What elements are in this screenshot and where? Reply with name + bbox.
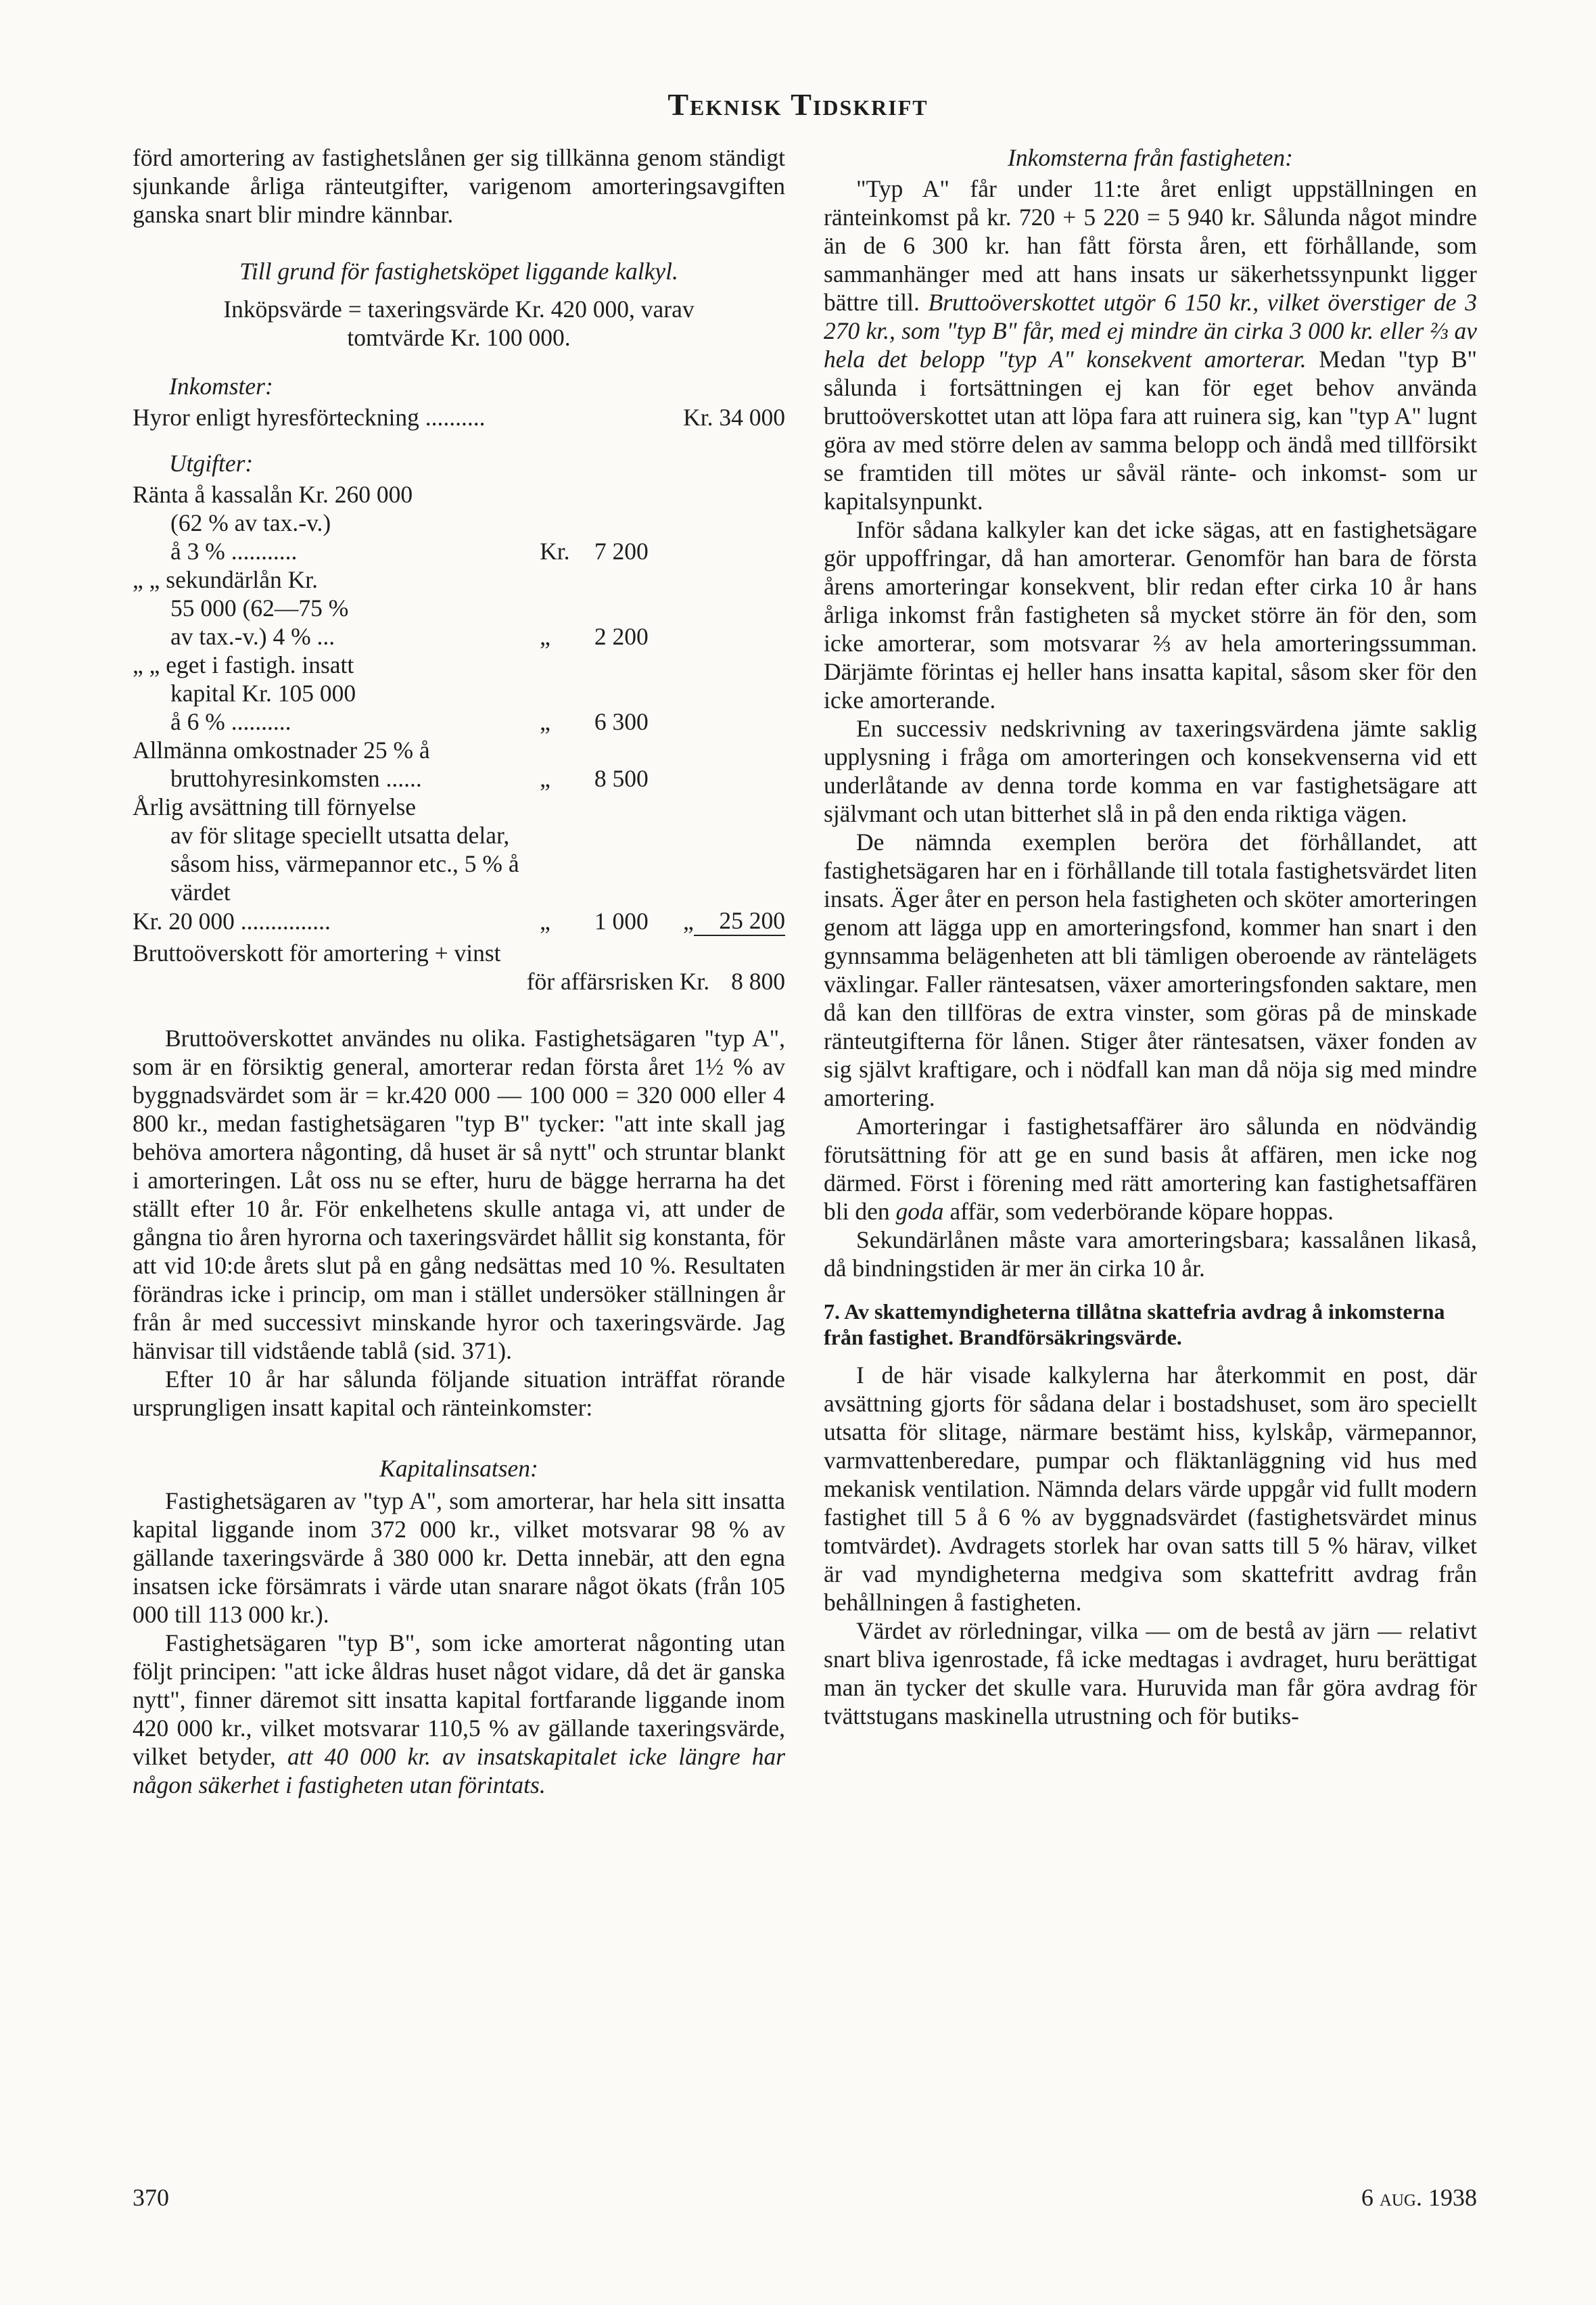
expense-row — [133, 509, 785, 537]
expense-cell-text: „ „ eget i fastigh. insatt — [133, 651, 354, 678]
expense-cell-text: 55 000 (62—75 % — [170, 595, 349, 622]
expense-cell-q2 — [649, 509, 694, 537]
expense-cell-v1 — [570, 793, 649, 821]
expense-cell-v1 — [570, 565, 649, 594]
expense-row — [133, 707, 785, 736]
expense-row — [133, 480, 785, 509]
expense-row — [133, 793, 785, 821]
paragraph: förd amortering av fastighetslånen ger sig tillkänna genom ständigt sjunkande årliga ränteutgifter, varigenom amorteringsavgiften ganska snart blir mindre kännbar. — [133, 144, 785, 228]
expense-cell-v2 — [694, 480, 785, 509]
expense-cell-q1: „ — [540, 765, 550, 792]
expense-cell-v1: 8 500 — [594, 765, 649, 792]
paragraph-text: affär, som vederbörande köpare hoppas. — [949, 1198, 1334, 1225]
expense-cell-v1 — [570, 679, 649, 707]
expense-cell-v1: 2 200 — [594, 623, 649, 650]
expense-row — [133, 679, 785, 707]
expense-cell-q1 — [540, 509, 569, 537]
paragraph-text: Amorteringar i fastighetsaffärer äro sålunda en nödvändig förutsättning för att ge en sund basis åt affären, men icke nog därmed. Först i förening med rätt amortering kan fastighetsaffären bli den — [824, 1113, 1477, 1225]
paragraph-emphasis: Bruttoöverskottet utgör 6 150 kr., vilket överstiger de 3 270 kr., som "typ B" får, med ej mindre än cirka 3 000 kr. eller ⅔ av hela det belopp "typ A" konsekvent amorterar. — [824, 289, 1477, 373]
expense-cell-v1 — [570, 821, 649, 906]
expense-cell-q2 — [649, 594, 694, 622]
gross-surplus-line-1 — [133, 939, 785, 967]
expense-cell-v2 — [694, 736, 785, 764]
expenses-table — [133, 480, 785, 936]
expense-row — [133, 651, 785, 679]
paragraph — [133, 1629, 785, 1799]
gross-surplus-text: Bruttoöverskott för amortering + vinst — [133, 939, 501, 967]
paragraph: Efter 10 år har sålunda följande situation inträffat rörande ursprungligen insatt kapital och ränteinkomster: — [133, 1366, 785, 1421]
expense-cell-q1 — [540, 565, 569, 594]
expense-cell-v2 — [694, 793, 785, 821]
paragraph-emphasis: goda — [895, 1198, 944, 1225]
expense-cell-q2 — [649, 651, 694, 679]
expense-cell-text: „ „ sekundärlån Kr. — [133, 566, 319, 593]
expense-cell-q2 — [649, 793, 694, 821]
expense-row — [133, 594, 785, 622]
expense-cell-v1 — [570, 736, 649, 764]
expense-cell-v2 — [694, 707, 785, 736]
journal-title: Teknisk Tidskrift — [667, 87, 929, 122]
expense-cell-q2 — [649, 821, 694, 906]
expense-cell-q1 — [540, 679, 569, 707]
expense-cell-text: Kr. 20 000 ............... — [133, 908, 331, 935]
rent-value: Kr. 34 000 — [683, 404, 785, 431]
paragraph-text: Medan "typ B" sålunda i fortsättningen ej kan för eget behov använda bruttoöverskottet utan att löpa fara att ruinera sig, kan "typ A" lugnt göra av med större delen av samma belopp och ändå med tillförsikt se framtiden till mötes ur såväl ränte- och inkomst- som ur kapitalsynpunkt. — [824, 346, 1477, 515]
expense-cell-v2 — [694, 679, 785, 707]
rent-text: Hyror enligt hyresförteckning .......... — [133, 404, 486, 431]
gross-surplus-text-2: för affärsrisken Kr. — [526, 968, 710, 995]
expense-row — [133, 537, 785, 565]
expense-cell-text: å 3 % ........... — [170, 538, 298, 565]
expense-cell-q2 — [649, 736, 694, 764]
expense-cell-text: Årlig avsättning till förnyelse — [133, 793, 417, 820]
expense-cell-v2 — [694, 565, 785, 594]
plot-value-line: tomtvärde Kr. 100 000. — [347, 324, 571, 351]
expense-cell-v2 — [694, 594, 785, 622]
paragraph-text: "Typ A" får under 11:te året enligt uppställningen en ränteinkomst på kr. 720 + 5 220 = 5 940 kr. Sålunda något mindre än de 6 300 kr. han fått första åren, ett förhållande, som sammanhänger med att hans insats ur säkerhetssynpunkt ligger bättre till. — [824, 175, 1477, 316]
expense-cell-text: Allmänna omkostnader 25 % å — [133, 737, 430, 764]
expenses-label: Utgifter: — [169, 450, 254, 477]
expense-cell-q2 — [649, 707, 694, 736]
paragraph — [824, 174, 1477, 515]
expense-row — [133, 565, 785, 594]
expense-cell-q1: „ — [540, 623, 550, 650]
gross-surplus-line-2 — [133, 967, 785, 996]
paragraph-text: Fastighetsägaren "typ B", som icke amorterat någonting utan följt principen: "att icke åldras huset något vidare, då det är ganska nytt", finner däremot sitt insatta kapital fortfarande liggande inom 420 000 kr., vilket motsvarar 110,5 % av gällande taxeringsvärde, vilket betyder, — [133, 1629, 785, 1770]
expense-row — [133, 821, 785, 906]
expense-cell-q2 — [649, 537, 694, 565]
expense-cell-q2: „ — [683, 908, 694, 935]
expense-cell-q1 — [540, 736, 569, 764]
expense-cell-text: bruttohyresinkomsten ...... — [170, 765, 422, 792]
expense-row — [133, 622, 785, 651]
expense-cell-q1: Kr. — [540, 538, 570, 565]
paragraph: Bruttoöverskottet användes nu olika. Fastighetsägaren "typ A", som är en försiktig general, amorterar redan första året 1½ % av byggnadsvärdet som är = kr.420 000 — 100 000 = 320 000 eller 4 800 kr., medan fastighetsägaren "typ B" tycker: "att inte skall jag behöva amortera någonting, då huset är så nytt" och struntar blankt i amorteringen. Låt oss nu se efter, huru de bägge herrarna ha det ställt efter 10 år. För enkelhetens skulle antaga vi, att under de gångna tio åren hyrorna och taxeringsvärdet hållit sig konstanta, för att vid 10:de årets slut på en gång nedsättas med 10 %. Resultaten förändras icke i princip, om man i stället undersöker ställningen år från år med successivt minskande hyror och taxeringsvärde. Jag hänvisar till vidstående tablå (sid. 371). — [133, 1025, 785, 1364]
expense-cell-q2 — [649, 480, 694, 509]
capital-heading: Kapitalinsatsen: — [379, 1455, 538, 1482]
expense-cell-v1 — [570, 594, 649, 622]
expense-cell-v1: 1 000 — [594, 908, 649, 935]
expense-row — [133, 736, 785, 764]
expense-cell-q1: „ — [540, 708, 550, 735]
paragraph: I de här visade kalkylerna har återkommit en post, där avsättning gjorts för sådana delar i bostadshuset, som äro speciellt utsatta för slitage, närmare bestämt hiss, kylskåp, värmepannor, varmvattenberedare, pumpar och fläktanläggning vid hus med mekanisk ventilation. Nämnda delars värde uppgår vid fullt modern fastighet till 5 å 6 % av byggnadsvärdet (fastighetsvärdet minus tomtvärdet). Avdragets storlek har ovan satts till 5 % härav, vilket är vad myndigheterna medgiva som skattefritt avdrag från behållningen å fastigheten. — [824, 1361, 1477, 1616]
expense-cell-v1 — [570, 651, 649, 679]
expense-cell-q1 — [540, 651, 569, 679]
calc-heading: Till grund för fastighetsköpet liggande kalkyl. — [239, 258, 678, 285]
paragraph: Sekundärlånen måste vara amorteringsbara; kassalånen likaså, då bindningstiden är mer än cirka 10 år. — [824, 1226, 1477, 1282]
expense-cell-q1 — [540, 594, 569, 622]
expense-cell-v2: 25 200 — [694, 906, 785, 935]
expense-cell-q1 — [540, 480, 569, 509]
income-heading: Inkomsterna från fastigheten: — [1008, 144, 1293, 171]
expense-cell-text: å 6 % .......... — [170, 708, 291, 735]
paragraph: Inför sådana kalkyler kan det icke sägas, att en fastighetsägare gör uppoffringar, då han amorterar. Genomför han bara de första årens amorteringar konsekvent, blir redan efter cirka 10 år hans årliga inkomst från fastigheten så mycket större än för den, som icke amorterar, som motsvarar ⅔ av hela amorteringssumman. Därjämte förintas ej heller hans insatta kapital, såsom sker för den icke amorterande. — [824, 516, 1477, 714]
expense-cell-v2 — [694, 651, 785, 679]
expense-cell-v2 — [694, 764, 785, 793]
paragraph-emphasis: att 40 000 kr. av insatskapitalet icke längre har någon säkerhet i fastigheten utan förintats. — [133, 1743, 786, 1798]
expense-cell-q1 — [540, 821, 569, 906]
expense-row — [133, 906, 785, 935]
expense-cell-q2 — [649, 679, 694, 707]
expense-cell-v2 — [694, 821, 785, 906]
right-column — [824, 143, 1477, 1730]
expense-row — [133, 764, 785, 793]
expense-cell-v2 — [694, 622, 785, 651]
expense-cell-text: kapital Kr. 105 000 — [170, 680, 356, 707]
purchase-value-line: Inköpsvärde = taxeringsvärde Kr. 420 000, varav — [223, 296, 695, 323]
expense-cell-text: av tax.-v.) 4 % ... — [170, 623, 335, 650]
paragraph: Värdet av rörledningar, vilka — om de bestå av järn — relativt snart bliva igenrostade, få icke medtagas i avdraget, huru berättigat man än tycker det skulle vara. Huruvida man får göra avdrag för tvättstugans maskinella utrustning och för butiks- — [824, 1617, 1477, 1729]
expense-cell-q2 — [649, 764, 694, 793]
paragraph: De nämnda exemplen beröra det förhållandet, att fastighetsägaren har en i förhållande till totala fastighetsvärdet liten insats. Äger åter en person hela fastigheten och sköter amorteringen genom att lägga upp en amorteringsfond, kommer han snart i den gynnsamma belägenheten att bli tämligen oberoende av räntelägets växlingar. Faller räntesatsen, växer amorteringsfonden saktare, men då kan den tillföras de extra vinster, som göras på de minskade ränteutgifterna för lånen. Stiger åter räntesatsen, växer fonden av sig självt kraftigare, och i nödfall kan man då nöja sig med mindre amortering. — [824, 829, 1477, 1111]
expense-cell-v1 — [570, 509, 649, 537]
paragraph — [824, 1112, 1477, 1226]
rent-line — [133, 403, 785, 432]
expense-cell-v2 — [694, 537, 785, 565]
gross-surplus-value: 8 800 — [731, 968, 785, 995]
expense-cell-q2 — [649, 565, 694, 594]
expense-cell-v2 — [694, 509, 785, 537]
paragraph: Fastighetsägaren av "typ A", som amorterar, har hela sitt insatta kapital liggande inom 372 000 kr., vilket motsvarar 98 % av gällande taxeringsvärde å 380 000 kr. Detta innebär, att den egna insatsen icke försämrats i värde utan snarare något ökats (från 105 000 till 113 000 kr.). — [133, 1487, 785, 1628]
issue-date: 6 aug. 1938 — [1361, 2184, 1477, 2211]
expense-cell-text: Ränta å kassalån Kr. 260 000 — [133, 481, 413, 508]
section-heading: 7. Av skattemyndigheterna tillåtna skattefria avdrag å inkomsterna från fastighet. Brandförsäkringsvärde. — [824, 1299, 1445, 1349]
expense-cell-v1: 6 300 — [594, 708, 649, 735]
expense-cell-q2 — [649, 622, 694, 651]
expense-cell-v1 — [570, 480, 649, 509]
expense-cell-q1: „ — [540, 908, 550, 935]
income-label: Inkomster: — [169, 373, 273, 400]
paragraph: En successiv nedskrivning av taxeringsvärdena jämte saklig upplysning i fråga om amorteringen och konsekvenserna vid ett underlåtande av denna torde komma en var fastighetsägare att självmant och utan bitterhet slå in på den enda riktiga vägen. — [824, 715, 1477, 827]
left-column — [133, 143, 785, 1799]
expense-cell-q1 — [540, 793, 569, 821]
expense-cell-text: av för slitage speciellt utsatta delar, såsom hiss, värmepannor etc., 5 % å värdet — [170, 822, 519, 906]
expense-cell-text: (62 % av tax.-v.) — [170, 509, 331, 536]
page-number: 370 — [133, 2184, 169, 2211]
expense-cell-v1: 7 200 — [594, 538, 649, 565]
